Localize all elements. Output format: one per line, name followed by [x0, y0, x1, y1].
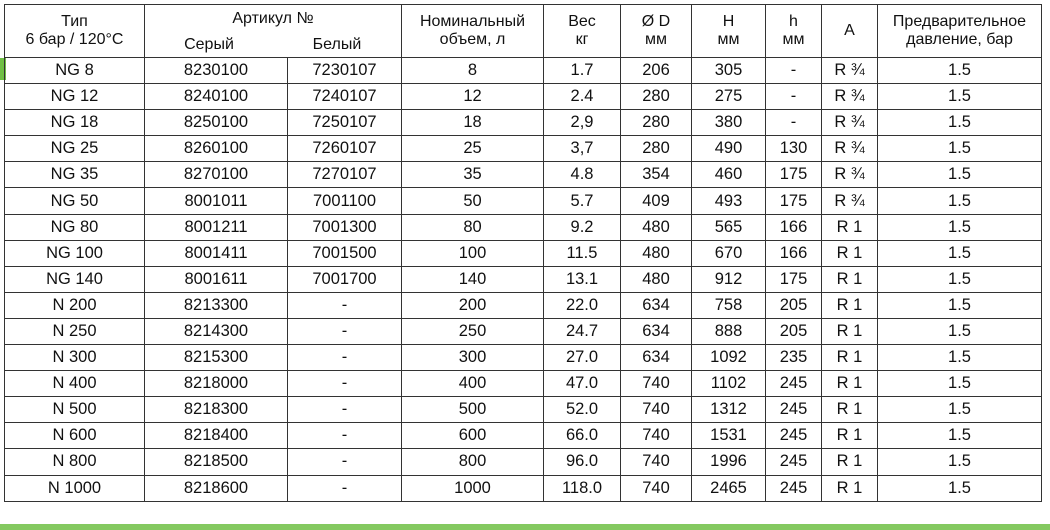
- spec-table: [4, 4, 1042, 502]
- cell-h: 130: [766, 136, 822, 162]
- cell-weight: 2,9: [544, 110, 621, 136]
- header-row: [5, 5, 1042, 58]
- header-weight-line1: Вес: [568, 13, 596, 30]
- cell-article-white: -: [288, 292, 402, 318]
- table-row: [5, 58, 1042, 84]
- table-row: [5, 397, 1042, 423]
- header-pressure-line2: давление, бар: [906, 31, 1013, 48]
- cell-height: 758: [692, 292, 766, 318]
- cell-pressure: 1.5: [878, 397, 1042, 423]
- cell-article-white: -: [288, 449, 402, 475]
- cell-thread: R ¾: [822, 84, 878, 110]
- cell-thread: R 1: [822, 475, 878, 501]
- cell-h: 166: [766, 240, 822, 266]
- table-row: [5, 84, 1042, 110]
- table-row: [5, 214, 1042, 240]
- table-row: [5, 188, 1042, 214]
- cell-thread: R ¾: [822, 110, 878, 136]
- cell-pressure: 1.5: [878, 136, 1042, 162]
- cell-pressure: 1.5: [878, 84, 1042, 110]
- cell-article-gray: 8218300: [145, 397, 288, 423]
- cell-diameter: 480: [621, 214, 692, 240]
- cell-type: NG 18: [5, 110, 145, 136]
- cell-height: 490: [692, 136, 766, 162]
- cell-thread: R ¾: [822, 58, 878, 84]
- cell-volume: 600: [402, 423, 544, 449]
- cell-weight: 13.1: [544, 266, 621, 292]
- cell-diameter: 740: [621, 475, 692, 501]
- header-type: [5, 5, 145, 58]
- cell-thread: R 1: [822, 318, 878, 344]
- cell-height: 460: [692, 162, 766, 188]
- cell-diameter: 634: [621, 318, 692, 344]
- cell-type: N 500: [5, 397, 145, 423]
- header-height-line2: мм: [717, 31, 740, 48]
- cell-type: NG 8: [5, 58, 145, 84]
- header-article: [145, 5, 402, 58]
- cell-height: 888: [692, 318, 766, 344]
- cell-weight: 66.0: [544, 423, 621, 449]
- header-volume-line2: объем, л: [439, 31, 506, 48]
- cell-type: N 200: [5, 292, 145, 318]
- cell-h: 245: [766, 371, 822, 397]
- cell-article-gray: 8001211: [145, 214, 288, 240]
- cell-pressure: 1.5: [878, 423, 1042, 449]
- cell-diameter: 480: [621, 266, 692, 292]
- cell-h: 175: [766, 266, 822, 292]
- cell-article-white: -: [288, 345, 402, 371]
- cell-height: 1102: [692, 371, 766, 397]
- cell-volume: 100: [402, 240, 544, 266]
- cell-h: -: [766, 84, 822, 110]
- cell-article-white: -: [288, 423, 402, 449]
- table-row: [5, 449, 1042, 475]
- cell-article-white: 7240107: [288, 84, 402, 110]
- cell-volume: 25: [402, 136, 544, 162]
- table-row: [5, 136, 1042, 162]
- cell-article-gray: 8260100: [145, 136, 288, 162]
- cell-weight: 2.4: [544, 84, 621, 110]
- header-weight: [544, 5, 621, 58]
- cell-volume: 140: [402, 266, 544, 292]
- cell-volume: 200: [402, 292, 544, 318]
- cell-weight: 11.5: [544, 240, 621, 266]
- cell-pressure: 1.5: [878, 292, 1042, 318]
- cell-thread: R 1: [822, 345, 878, 371]
- table-row: [5, 371, 1042, 397]
- cell-article-white: -: [288, 371, 402, 397]
- header-thread-label: A: [844, 22, 855, 39]
- cell-diameter: 206: [621, 58, 692, 84]
- header-volume-line1: Номинальный: [419, 13, 526, 30]
- cell-height: 1531: [692, 423, 766, 449]
- accent-line: [0, 524, 1050, 530]
- cell-type: N 400: [5, 371, 145, 397]
- table-row: [5, 110, 1042, 136]
- cell-type: NG 12: [5, 84, 145, 110]
- cell-h: 175: [766, 162, 822, 188]
- cell-article-gray: 8270100: [145, 162, 288, 188]
- cell-height: 1312: [692, 397, 766, 423]
- cell-article-gray: 8240100: [145, 84, 288, 110]
- cell-type: NG 100: [5, 240, 145, 266]
- cell-volume: 1000: [402, 475, 544, 501]
- cell-height: 565: [692, 214, 766, 240]
- cell-weight: 24.7: [544, 318, 621, 344]
- cell-height: 275: [692, 84, 766, 110]
- cell-h: -: [766, 58, 822, 84]
- cell-type: N 1000: [5, 475, 145, 501]
- table-row: [5, 423, 1042, 449]
- header-h-line2: мм: [782, 31, 805, 48]
- cell-article-gray: 8001411: [145, 240, 288, 266]
- cell-article-white: 7250107: [288, 110, 402, 136]
- cell-article-gray: 8214300: [145, 318, 288, 344]
- cell-diameter: 280: [621, 136, 692, 162]
- cell-article-white: 7001300: [288, 214, 402, 240]
- cell-volume: 250: [402, 318, 544, 344]
- table-row: [5, 240, 1042, 266]
- cell-weight: 118.0: [544, 475, 621, 501]
- cell-volume: 18: [402, 110, 544, 136]
- header-height-line1: H: [722, 13, 735, 30]
- cell-article-gray: 8250100: [145, 110, 288, 136]
- cell-pressure: 1.5: [878, 345, 1042, 371]
- cell-h: 205: [766, 318, 822, 344]
- cell-article-gray: 8218500: [145, 449, 288, 475]
- cell-pressure: 1.5: [878, 110, 1042, 136]
- cell-h: 245: [766, 475, 822, 501]
- cell-thread: R 1: [822, 214, 878, 240]
- cell-height: 670: [692, 240, 766, 266]
- cell-h: -: [766, 110, 822, 136]
- cell-weight: 4.8: [544, 162, 621, 188]
- cell-type: N 250: [5, 318, 145, 344]
- cell-article-white: 7230107: [288, 58, 402, 84]
- cell-type: N 800: [5, 449, 145, 475]
- cell-weight: 27.0: [544, 345, 621, 371]
- cell-article-gray: 8213300: [145, 292, 288, 318]
- cell-thread: R ¾: [822, 136, 878, 162]
- table-row: [5, 266, 1042, 292]
- cell-pressure: 1.5: [878, 214, 1042, 240]
- cell-volume: 500: [402, 397, 544, 423]
- cell-weight: 47.0: [544, 371, 621, 397]
- cell-type: NG 50: [5, 188, 145, 214]
- cell-thread: R 1: [822, 371, 878, 397]
- table-row: [5, 345, 1042, 371]
- cell-article-white: 7001700: [288, 266, 402, 292]
- cell-volume: 8: [402, 58, 544, 84]
- cell-pressure: 1.5: [878, 318, 1042, 344]
- cell-article-white: 7001500: [288, 240, 402, 266]
- cell-article-gray: 8230100: [145, 58, 288, 84]
- header-diameter-line2: мм: [645, 31, 667, 48]
- cell-pressure: 1.5: [878, 240, 1042, 266]
- cell-type: NG 80: [5, 214, 145, 240]
- cell-type: NG 140: [5, 266, 145, 292]
- cell-h: 235: [766, 345, 822, 371]
- cell-height: 493: [692, 188, 766, 214]
- table-row: [5, 292, 1042, 318]
- cell-h: 245: [766, 449, 822, 475]
- cell-diameter: 740: [621, 423, 692, 449]
- cell-height: 1996: [692, 449, 766, 475]
- cell-article-white: -: [288, 475, 402, 501]
- cell-article-gray: 8001611: [145, 266, 288, 292]
- cell-diameter: 354: [621, 162, 692, 188]
- cell-article-gray: 8218600: [145, 475, 288, 501]
- cell-type: NG 35: [5, 162, 145, 188]
- cell-pressure: 1.5: [878, 188, 1042, 214]
- cell-volume: 800: [402, 449, 544, 475]
- table-row: [5, 318, 1042, 344]
- cell-pressure: 1.5: [878, 58, 1042, 84]
- cell-diameter: 480: [621, 240, 692, 266]
- cell-height: 912: [692, 266, 766, 292]
- header-height: [692, 5, 766, 58]
- cell-article-gray: 8218400: [145, 423, 288, 449]
- cell-weight: 3,7: [544, 136, 621, 162]
- cell-volume: 300: [402, 345, 544, 371]
- cell-diameter: 740: [621, 371, 692, 397]
- cell-pressure: 1.5: [878, 475, 1042, 501]
- cell-thread: R 1: [822, 292, 878, 318]
- header-volume: [402, 5, 544, 58]
- cell-diameter: 634: [621, 292, 692, 318]
- cell-h: 245: [766, 423, 822, 449]
- cell-thread: R 1: [822, 240, 878, 266]
- header-pressure-line1: Предварительное: [892, 13, 1027, 30]
- header-article-gray: Серый: [184, 36, 234, 53]
- table-header: [5, 5, 1042, 58]
- cell-article-gray: 8001011: [145, 188, 288, 214]
- header-weight-line2: кг: [575, 31, 589, 48]
- header-article-white: Белый: [312, 36, 362, 53]
- cell-h: 175: [766, 188, 822, 214]
- header-diameter-line1: Ø D: [641, 13, 671, 30]
- cell-volume: 80: [402, 214, 544, 240]
- cell-weight: 22.0: [544, 292, 621, 318]
- header-h: [766, 5, 822, 58]
- cell-weight: 5.7: [544, 188, 621, 214]
- cell-pressure: 1.5: [878, 162, 1042, 188]
- header-pressure: [878, 5, 1042, 58]
- cell-diameter: 634: [621, 345, 692, 371]
- cell-article-white: -: [288, 318, 402, 344]
- cell-diameter: 740: [621, 449, 692, 475]
- cell-height: 1092: [692, 345, 766, 371]
- cell-weight: 96.0: [544, 449, 621, 475]
- cell-article-white: 7270107: [288, 162, 402, 188]
- table-row: [5, 475, 1042, 501]
- cell-volume: 400: [402, 371, 544, 397]
- table-body: [5, 58, 1042, 502]
- cell-article-white: 7260107: [288, 136, 402, 162]
- cell-pressure: 1.5: [878, 371, 1042, 397]
- cell-height: 305: [692, 58, 766, 84]
- cell-pressure: 1.5: [878, 266, 1042, 292]
- header-diameter: [621, 5, 692, 58]
- cell-thread: R ¾: [822, 188, 878, 214]
- table-row: [5, 162, 1042, 188]
- cell-volume: 12: [402, 84, 544, 110]
- cell-article-white: 7001100: [288, 188, 402, 214]
- cell-type: N 300: [5, 345, 145, 371]
- cell-volume: 50: [402, 188, 544, 214]
- cell-thread: R ¾: [822, 162, 878, 188]
- cell-weight: 52.0: [544, 397, 621, 423]
- cell-type: N 600: [5, 423, 145, 449]
- header-h-line1: h: [789, 13, 798, 30]
- cell-h: 166: [766, 214, 822, 240]
- cell-thread: R 1: [822, 423, 878, 449]
- cell-type: NG 25: [5, 136, 145, 162]
- cell-thread: R 1: [822, 397, 878, 423]
- cell-diameter: 740: [621, 397, 692, 423]
- header-thread: [822, 5, 878, 58]
- cell-diameter: 280: [621, 110, 692, 136]
- cell-height: 380: [692, 110, 766, 136]
- cell-h: 205: [766, 292, 822, 318]
- cell-article-gray: 8218000: [145, 371, 288, 397]
- header-article-title: Артикул №: [232, 10, 314, 27]
- cell-pressure: 1.5: [878, 449, 1042, 475]
- cell-height: 2465: [692, 475, 766, 501]
- cell-diameter: 280: [621, 84, 692, 110]
- cell-weight: 9.2: [544, 214, 621, 240]
- cell-thread: R 1: [822, 449, 878, 475]
- cell-h: 245: [766, 397, 822, 423]
- header-type-line2: 6 бар / 120°C: [25, 31, 124, 48]
- cell-weight: 1.7: [544, 58, 621, 84]
- cell-article-gray: 8215300: [145, 345, 288, 371]
- cell-volume: 35: [402, 162, 544, 188]
- cell-article-white: -: [288, 397, 402, 423]
- header-type-line1: Тип: [61, 13, 88, 30]
- cell-thread: R 1: [822, 266, 878, 292]
- cell-diameter: 409: [621, 188, 692, 214]
